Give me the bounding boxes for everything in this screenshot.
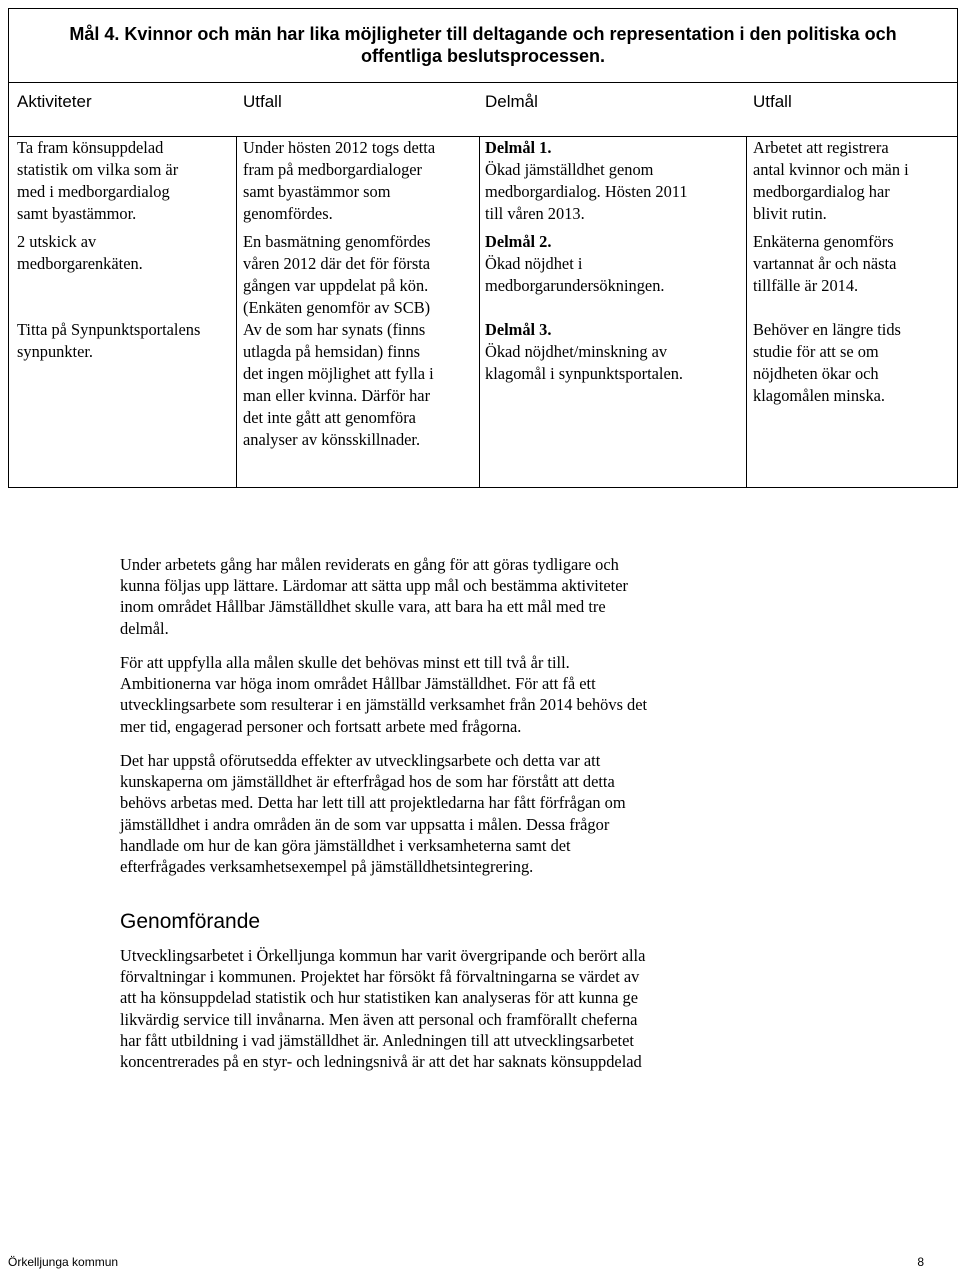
- paragraph: [120, 750, 760, 877]
- result-cell: [753, 231, 896, 297]
- cell-line: Titta på Synpunktsportalens: [17, 320, 201, 339]
- header-outcome: Utfall: [243, 92, 282, 111]
- outcome-cell: [243, 231, 431, 319]
- paragraph-line: utvecklingsarbete som resulterar i en jämställd verksamhet från 2014 behövs det: [120, 695, 648, 715]
- outcome-cell: [243, 319, 434, 451]
- paragraph-line: handlade om hur de kan göra jämställdhet i verksamheterna samt det: [120, 835, 571, 855]
- paragraph: [120, 652, 760, 737]
- cell-line: medborgarenkäten.: [17, 254, 143, 273]
- cell-line: vartannat år och nästa: [753, 254, 897, 273]
- cell-line: Under hösten 2012 togs detta: [243, 138, 436, 157]
- header-activities: Aktiviteter: [17, 92, 92, 111]
- cell-line: med i medborgardialog: [17, 182, 170, 201]
- goal-title-line: offentliga beslutsprocessen.: [360, 46, 606, 66]
- cell-line: till våren 2013.: [485, 204, 585, 223]
- paragraph-line: mer tid, engagerad personer och fortsatt arbete med frågorna.: [120, 716, 522, 736]
- cell-line: Ökad jämställdhet genom: [485, 160, 654, 179]
- subgoal-title: Delmål 1.: [485, 138, 552, 157]
- subgoal-title: Delmål 2.: [485, 232, 552, 251]
- result-cell: [753, 137, 909, 225]
- column-divider: [236, 136, 237, 487]
- subgoal-title: Delmål 3.: [485, 320, 552, 339]
- column-divider: [746, 136, 747, 487]
- cell-line: (Enkäten genomför av SCB): [243, 298, 431, 317]
- paragraph-line: koncentrerades på en styr- och ledningsnivå är att det har saknats könsuppdelad: [120, 1052, 642, 1072]
- paragraph-line: har fått utbildning i vad jämställdhet är. Anledningen till att utvecklingsarbetet: [120, 1030, 634, 1050]
- page-number: 8: [917, 1255, 924, 1269]
- cell-line: Av de som har synats (finns: [243, 320, 426, 339]
- paragraph-line: Det har uppstå oförutsedda effekter av utvecklingsarbete och detta var att: [120, 751, 601, 770]
- cell-line: Behöver en längre tids: [753, 320, 901, 339]
- activity-cell: [17, 231, 143, 275]
- cell-line: klagomål i synpunktsportalen.: [485, 364, 684, 383]
- header-subgoal: Delmål: [485, 92, 538, 111]
- cell-line: medborgardialog. Hösten 2011: [485, 182, 688, 201]
- cell-line: våren 2012 där det för första: [243, 254, 431, 273]
- paragraph-line: behövs arbetas med. Detta har lett till att projektledarna har fått förfrågan om: [120, 793, 626, 813]
- cell-line: 2 utskick av: [17, 232, 97, 251]
- cell-line: synpunkter.: [17, 342, 94, 361]
- paragraph-line: kunskaperna om jämställdhet är efterfrågad hos de som har förstått att detta: [120, 772, 615, 792]
- paragraph: [120, 554, 760, 639]
- header-outcome-2: Utfall: [753, 92, 792, 111]
- cell-line: analyser av könsskillnader.: [243, 430, 421, 449]
- cell-line: tillfälle är 2014.: [753, 276, 859, 295]
- paragraph-line: inom området Hållbar Jämställdhet skulle vara, att bara ha ett mål med tre: [120, 597, 606, 617]
- outcome-cell: [243, 137, 435, 225]
- paragraph: [120, 945, 760, 1072]
- cell-line: samt byastämmor som: [243, 182, 391, 201]
- goal-table: [8, 8, 958, 488]
- subgoal-cell: [485, 319, 683, 385]
- paragraph-line: förvaltningar i kommunen. Projektet har försökt få förvaltningarna se värdet av: [120, 967, 640, 987]
- cell-line: det ingen möjlighet att fylla i: [243, 364, 434, 383]
- activity-cell: [17, 137, 178, 225]
- paragraph-line: För att uppfylla alla målen skulle det behövas minst ett till två år till.: [120, 653, 570, 672]
- activity-cell: [17, 319, 200, 363]
- subgoal-cell: [485, 231, 665, 297]
- goal-title: [9, 23, 957, 67]
- cell-line: utlagda på hemsidan) finns: [243, 342, 421, 361]
- paragraph-line: Utvecklingsarbetet i Örkelljunga kommun har varit övergripande och berört alla: [120, 946, 646, 965]
- table-rule: [9, 82, 957, 83]
- cell-line: samt byastämmor.: [17, 204, 137, 223]
- paragraph-line: Ambitionerna var höga inom området Hållbar Jämställdhet. För att få ett: [120, 674, 596, 694]
- paragraph-line: kunna följas upp lättare. Lärdomar att sätta upp mål och bestämma aktiviteter: [120, 576, 628, 596]
- section-heading: Genomförande: [120, 910, 261, 933]
- cell-line: antal kvinnor och män i: [753, 160, 909, 179]
- cell-line: man eller kvinna. Därför har: [243, 386, 431, 405]
- goal-title-line: Mål 4. Kvinnor och män har lika möjligheter till deltagande och representation i den politiska och: [69, 24, 897, 44]
- cell-line: klagomålen minska.: [753, 386, 886, 405]
- subgoal-cell: [485, 137, 688, 225]
- footer-organization: Örkelljunga kommun: [8, 1255, 119, 1269]
- cell-line: medborgardialog har: [753, 182, 890, 201]
- paragraph-line: efterfrågades verksamhetsexempel på jämställdhetsintegrering.: [120, 857, 534, 877]
- cell-line: Ökad nöjdhet/minskning av: [485, 342, 668, 361]
- cell-line: Ökad nöjdhet i: [485, 254, 583, 273]
- cell-line: Arbetet att registrera: [753, 138, 889, 157]
- cell-line: Ta fram könsuppdelad: [17, 138, 164, 157]
- cell-line: medborgarundersökningen.: [485, 276, 665, 295]
- cell-line: En basmätning genomfördes: [243, 232, 431, 251]
- paragraph-line: likvärdig service till invånarna. Men även att personal och framförallt cheferna: [120, 1009, 638, 1029]
- column-divider: [479, 136, 480, 487]
- paragraph-line: Under arbetets gång har målen reviderats en gång för att göras tydligare och: [120, 555, 619, 574]
- result-cell: [753, 319, 901, 407]
- cell-line: gången var uppdelat på kön.: [243, 276, 429, 295]
- cell-line: statistik om vilka som är: [17, 160, 179, 179]
- cell-line: blivit rutin.: [753, 204, 827, 223]
- paragraph-line: jämställdhet i andra områden än de som var uppsatta i målen. Dessa frågor: [120, 814, 610, 834]
- cell-line: studie för att se om: [753, 342, 879, 361]
- cell-line: Enkäterna genomförs: [753, 232, 894, 251]
- cell-line: fram på medborgardialoger: [243, 160, 423, 179]
- paragraph-line: delmål.: [120, 618, 169, 638]
- cell-line: genomfördes.: [243, 204, 333, 223]
- cell-line: det inte gått att genomföra: [243, 408, 416, 427]
- cell-line: nöjdheten ökar och: [753, 364, 879, 383]
- paragraph-line: att ha könsuppdelad statistik och hur statistiken kan analyseras för att kunna ge: [120, 988, 638, 1008]
